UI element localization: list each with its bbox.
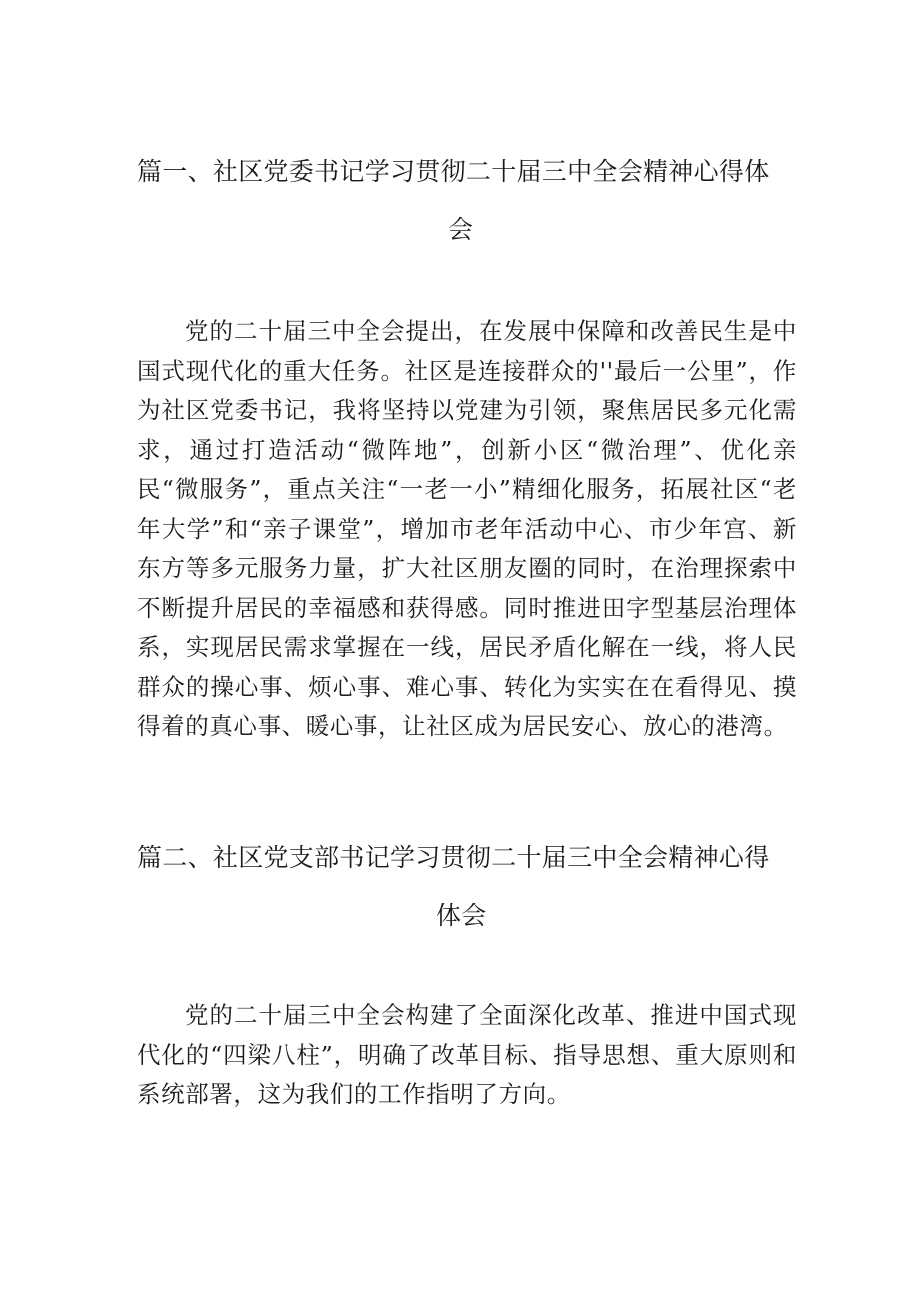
section-1-title-line-1: 篇一、社区党委书记学习贯彻二十届三中全会精神心得体 xyxy=(137,157,770,186)
section-2-title-line-1: 篇二、社区党支部书记学习贯彻二十届三中全会精神心得 xyxy=(137,843,770,872)
section-2-body: 党的二十届三中全会构建了全面深化改革、推进中国式现代化的“四梁八柱”，明确了改革目标、指导思想、重大原则和系统部署，这为我们的工作指明了方向。 xyxy=(137,1001,797,1108)
section-1-title-line-2: 会 xyxy=(448,215,474,244)
section-1-body: 党的二十届三中全会提出，在发展中保障和改善民生是中国式现代化的重大任务。社区是连接群众的''最后一公里”，作为社区党委书记，我将坚持以党建为引领，聚焦居民多元化需求，通过打造活动“微阵地”，创新小区“微治理”、优化亲民“微服务”，重点关注“一老一小”精细化服务，拓展社区“老年大学”和“亲子课堂”，增加市老年活动中心、市少年宫、新东方等多元服务力量，扩大社区朋友圈的同时，在治理探索中不断提升居民的幸福感和获得感。同时推进田字型基层治理体系，实现居民需求掌握在一线，居民矛盾化解在一线，将人民群众的操心事、烦心事、难心事、转化为实实在在看得见、摸得着的真心事、暖心事，让社区成为居民安心、放心的港湾。 xyxy=(137,317,797,740)
section-2-title-line-2: 体会 xyxy=(436,901,487,930)
